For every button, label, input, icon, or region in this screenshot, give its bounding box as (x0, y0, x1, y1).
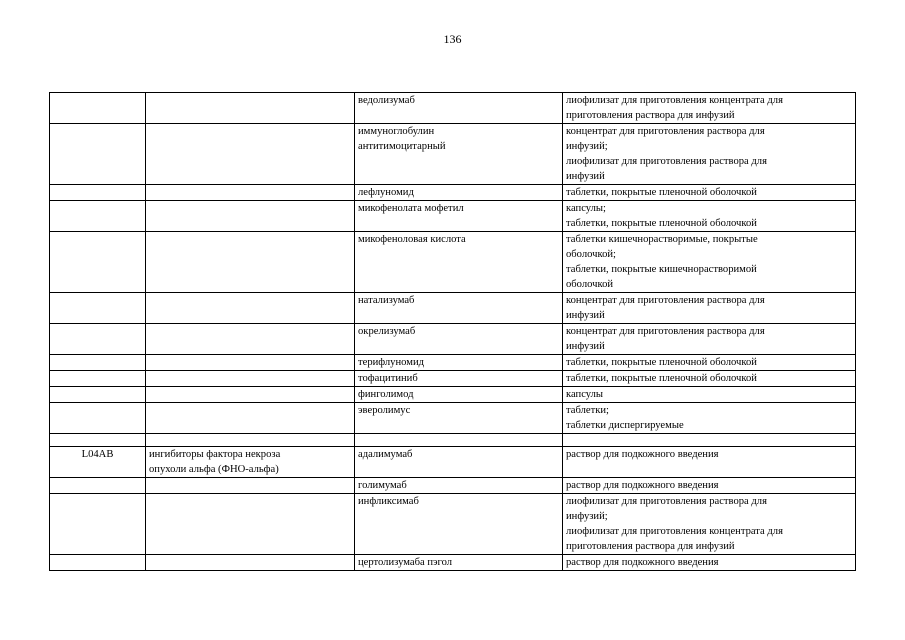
drug-name-cell (355, 201, 563, 232)
dosage-form-line: инфузий (566, 171, 605, 182)
dosage-form-cell (563, 93, 856, 124)
table-row (50, 232, 856, 293)
pharmacological-group-line: опухоли альфа (ФНО-альфа) (149, 464, 279, 475)
pharmacological-group-cell (146, 403, 355, 434)
drug-name-cell (355, 124, 563, 185)
drug-name-cell (355, 555, 563, 571)
pharmacological-group-cell (146, 124, 355, 185)
pharmacological-group-cell (146, 555, 355, 571)
dosage-form-line: инфузий; (566, 511, 608, 522)
table-row (50, 371, 856, 387)
dosage-form-cell (563, 494, 856, 555)
dosage-form-cell (563, 447, 856, 478)
drug-name-cell (355, 478, 563, 494)
table-row-blank (50, 434, 856, 447)
table-row (50, 494, 856, 555)
drug-name-line: терифлуномид (358, 357, 425, 368)
dosage-form-line: инфузий; (566, 141, 608, 152)
dosage-form-line: раствор для подкожного введения (566, 480, 719, 491)
table-row (50, 403, 856, 434)
atc-code-cell (50, 494, 146, 555)
dosage-form-line: инфузий (566, 310, 605, 321)
atc-code-cell (50, 555, 146, 571)
dosage-form-line: раствор для подкожного введения (566, 449, 719, 460)
atc-code-cell (50, 124, 146, 185)
table-row (50, 185, 856, 201)
table-row (50, 355, 856, 371)
pharmacological-group-cell (146, 293, 355, 324)
drug-name-cell (355, 324, 563, 355)
dosage-form-cell (563, 555, 856, 571)
dosage-form-cell (563, 201, 856, 232)
pharmacological-group-cell (146, 232, 355, 293)
drug-name-line: адалимумаб (358, 449, 413, 460)
drug-name-cell (355, 447, 563, 478)
drug-name-cell (355, 293, 563, 324)
table-row (50, 93, 856, 124)
dosage-form-line: раствор для подкожного введения (566, 557, 719, 568)
dosage-form-cell (563, 371, 856, 387)
pharmacological-group-cell (146, 447, 355, 478)
drug-name-line: эверолимус (358, 405, 411, 416)
dosage-form-line: лиофилизат для приготовления раствора для (566, 156, 767, 167)
atc-code-cell (50, 387, 146, 403)
drug-name-line: ведолизумаб (358, 95, 415, 106)
table-row (50, 478, 856, 494)
dosage-form-cell (563, 355, 856, 371)
drug-name-cell (355, 355, 563, 371)
atc-code-cell (50, 478, 146, 494)
dosage-form-line: оболочкой; (566, 249, 616, 260)
drug-name-line: натализумаб (358, 295, 415, 306)
drug-name-cell (355, 232, 563, 293)
table-row (50, 124, 856, 185)
atc-code-cell (50, 403, 146, 434)
drug-name-cell (355, 371, 563, 387)
dosage-form-line: таблетки; (566, 405, 609, 416)
dosage-form-line: инфузий (566, 341, 605, 352)
drug-name-line: голимумаб (358, 480, 407, 491)
pharmacological-group-cell (146, 93, 355, 124)
atc-code-cell (50, 232, 146, 293)
dosage-form-line: капсулы; (566, 203, 606, 214)
drug-name-cell (355, 93, 563, 124)
dosage-form-line: таблетки кишечнорастворимые, покрытые (566, 234, 758, 245)
atc-code-cell (50, 293, 146, 324)
atc-code-cell (50, 371, 146, 387)
drug-name-cell (355, 387, 563, 403)
drug-name-cell (355, 494, 563, 555)
dosage-form-line: таблетки диспергируемые (566, 420, 684, 431)
dosage-form-line: лиофилизат для приготовления раствора для (566, 496, 767, 507)
pharmacological-group-cell (146, 434, 355, 447)
drug-name-line: антитимоцитарный (358, 141, 446, 152)
drug-name-line: лефлуномид (358, 187, 414, 198)
atc-code-cell (50, 355, 146, 371)
atc-code-cell (50, 324, 146, 355)
dosage-form-cell (563, 293, 856, 324)
pharmacological-group-cell (146, 494, 355, 555)
pharmacological-group-cell (146, 355, 355, 371)
drug-name-line: микофеноловая кислота (358, 234, 466, 245)
drug-name-line: иммуноглобулин (358, 126, 435, 137)
drug-name-cell (355, 434, 563, 447)
drug-name-line: финголимод (358, 389, 414, 400)
drug-name-cell (355, 403, 563, 434)
pharmacological-group-cell (146, 185, 355, 201)
dosage-form-line: оболочкой (566, 279, 614, 290)
dosage-form-cell (563, 324, 856, 355)
medication-table-body (50, 93, 856, 571)
drug-name-line: тофацитиниб (358, 373, 418, 384)
drug-name-line: окрелизумаб (358, 326, 416, 337)
pharmacological-group-cell (146, 324, 355, 355)
dosage-form-line: приготовления раствора для инфузий (566, 541, 735, 552)
table-row (50, 387, 856, 403)
dosage-form-line: приготовления раствора для инфузий (566, 110, 735, 121)
atc-code-cell (50, 201, 146, 232)
table-row (50, 324, 856, 355)
drug-name-line: цертолизумаба пэгол (358, 557, 453, 568)
atc-code-cell (50, 93, 146, 124)
dosage-form-cell (563, 185, 856, 201)
dosage-form-line: концентрат для приготовления раствора для (566, 126, 765, 137)
atc-code-cell (50, 434, 146, 447)
atc-code-cell (50, 185, 146, 201)
dosage-form-line: таблетки, покрытые пленочной оболочкой (566, 373, 757, 384)
pharmacological-group-cell (146, 371, 355, 387)
page-number: 136 (443, 32, 462, 46)
dosage-form-cell (563, 387, 856, 403)
dosage-form-line: концентрат для приготовления раствора для (566, 295, 765, 306)
table-row (50, 201, 856, 232)
pharmacological-group-line: ингибиторы фактора некроза (149, 449, 281, 460)
dosage-form-line: концентрат для приготовления раствора для (566, 326, 765, 337)
dosage-form-cell (563, 403, 856, 434)
dosage-form-line: капсулы (566, 389, 604, 400)
dosage-form-line: таблетки, покрытые кишечнорастворимой (566, 264, 757, 275)
dosage-form-line: лиофилизат для приготовления концентрата для (566, 95, 783, 106)
dosage-form-cell (563, 232, 856, 293)
drug-name-line: микофенолата мофетил (358, 203, 464, 214)
atc-code-cell: L04AB (50, 447, 146, 478)
pharmacological-group-cell (146, 478, 355, 494)
dosage-form-cell (563, 478, 856, 494)
pharmacological-group-cell (146, 201, 355, 232)
dosage-form-line: таблетки, покрытые пленочной оболочкой (566, 187, 757, 198)
drug-name-cell (355, 185, 563, 201)
dosage-form-line: лиофилизат для приготовления концентрата для (566, 526, 783, 537)
table-row (50, 293, 856, 324)
medication-table (49, 92, 856, 571)
pharmacological-group-cell (146, 387, 355, 403)
table-row (50, 555, 856, 571)
dosage-form-line: таблетки, покрытые пленочной оболочкой (566, 357, 757, 368)
dosage-form-line: таблетки, покрытые пленочной оболочкой (566, 218, 757, 229)
drug-name-line: инфликсимаб (358, 496, 419, 507)
table-row (50, 447, 856, 478)
dosage-form-cell (563, 434, 856, 447)
dosage-form-cell (563, 124, 856, 185)
